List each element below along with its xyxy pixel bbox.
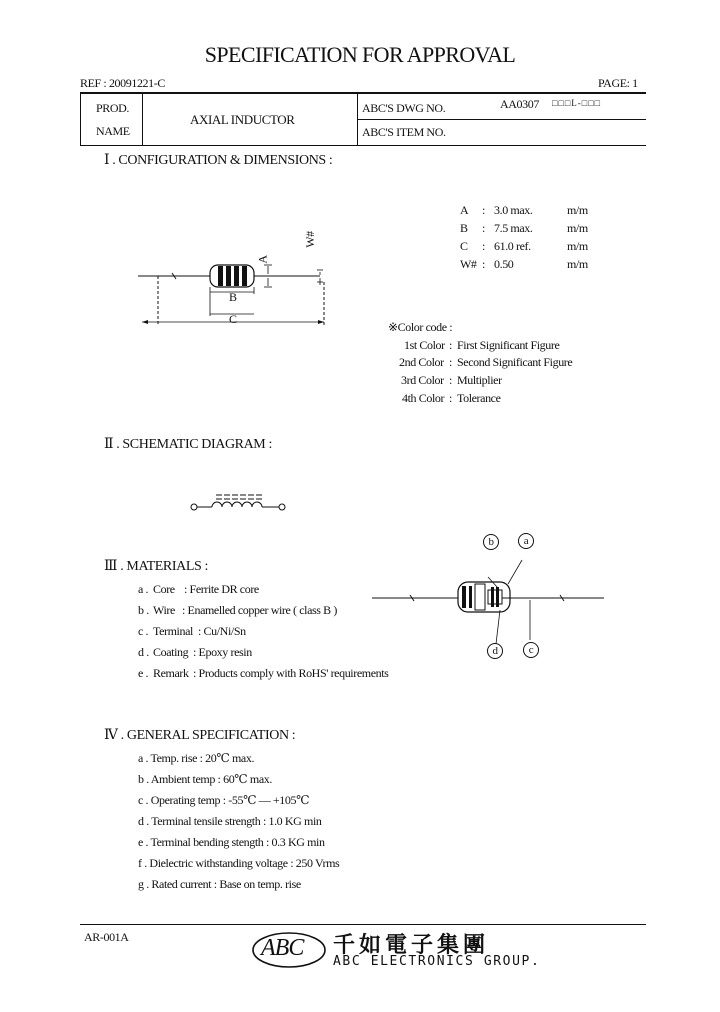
dimension-label-a: A — [255, 255, 270, 264]
spec-item-c: c . Operating temp : -55℃ — +105℃ — [138, 793, 310, 807]
material-value-c: : Cu/Ni/Sn — [198, 624, 246, 638]
callout-c: c — [523, 642, 539, 658]
dimension-label-b: B — [229, 290, 237, 304]
dim-unit-c: m/m — [567, 239, 588, 253]
table-left-border — [80, 92, 81, 146]
dim-key-c: C — [460, 239, 468, 253]
table-col-divider-1 — [142, 92, 143, 146]
color-code-label-1: 1st Color — [404, 338, 445, 352]
material-letter-e: e . — [138, 666, 149, 680]
item-no-label: ABC'S ITEM NO. — [362, 125, 446, 139]
callout-d: d — [487, 643, 503, 659]
section-4-heading: Ⅳ . GENERAL SPECIFICATION : — [104, 728, 296, 743]
color-code-desc-3: Multiplier — [457, 373, 502, 387]
dimension-label-w: W# — [302, 231, 317, 248]
dim-key-a: A — [460, 203, 469, 217]
material-label-e: Remark — [153, 666, 189, 680]
material-label-a: Core — [153, 582, 175, 596]
table-top-border — [80, 92, 646, 94]
schematic-inductor-symbol — [190, 490, 290, 520]
color-code-label-2: 2nd Color — [399, 355, 444, 369]
callout-a: a — [518, 533, 534, 549]
product-name: AXIAL INDUCTOR — [190, 112, 295, 127]
callout-b: b — [483, 534, 499, 550]
dim-unit-b: m/m — [567, 221, 588, 235]
material-letter-a: a . — [138, 582, 149, 596]
spec-item-g: g . Rated current : Base on temp. rise — [138, 877, 301, 891]
page-number: PAGE: 1 — [598, 76, 638, 90]
spec-item-a: a . Temp. rise : 20℃ max. — [138, 751, 255, 765]
dwg-no-value: AA0307 — [500, 97, 539, 111]
spec-item-e: e . Terminal bending stength : 0.3 KG min — [138, 835, 325, 849]
company-name-chinese: 千如電子集團 — [333, 933, 490, 958]
material-label-b: Wire — [153, 603, 175, 617]
spec-item-d: d . Terminal tensile strength : 1.0 KG min — [138, 814, 322, 828]
dim-value-w: 0.50 — [494, 257, 514, 271]
section-3-heading: Ⅲ . MATERIALS : — [104, 559, 208, 574]
prod-label: PROD. — [96, 101, 130, 115]
color-code-colon-4: : — [449, 391, 452, 405]
material-letter-b: b . — [138, 603, 149, 617]
dim-key-b: B — [460, 221, 468, 235]
form-code: AR-001A — [84, 930, 129, 944]
company-name-english: ABC ELECTRONICS GROUP. — [333, 954, 541, 969]
color-code-desc-4: Tolerance — [457, 391, 501, 405]
dim-value-c: 61.0 ref. — [494, 239, 531, 253]
dim-sep-a: : — [482, 203, 485, 217]
dim-unit-w: m/m — [567, 257, 588, 271]
material-letter-c: c . — [138, 624, 149, 638]
company-logo-text: ABC — [261, 935, 304, 961]
color-code-desc-2: Second Significant Figure — [457, 355, 573, 369]
color-code-label-3: 3rd Color — [401, 373, 444, 387]
color-code-desc-1: First Significant Figure — [457, 338, 560, 352]
material-value-d: : Epoxy resin — [193, 645, 252, 659]
dwg-no-label: ABC'S DWG NO. — [362, 101, 446, 115]
color-code-colon-2: : — [449, 355, 452, 369]
table-row-divider — [357, 119, 646, 120]
material-value-a: : Ferrite DR core — [184, 582, 259, 596]
dim-value-b: 7.5 max. — [494, 221, 533, 235]
dim-unit-a: m/m — [567, 203, 588, 217]
color-code-label-4: 4th Color — [402, 391, 445, 405]
name-label: NAME — [96, 124, 130, 138]
inductor-cross-section-drawing — [370, 560, 610, 650]
dim-sep-c: : — [482, 239, 485, 253]
material-label-c: Terminal — [153, 624, 193, 638]
spec-item-b: b . Ambient temp : 60℃ max. — [138, 772, 272, 786]
material-value-b: : Enamelled copper wire ( class B ) — [182, 603, 337, 617]
table-bottom-border — [80, 145, 646, 146]
material-letter-d: d . — [138, 645, 149, 659]
dimension-label-c: C — [229, 312, 237, 326]
dim-sep-b: : — [482, 221, 485, 235]
material-value-e: : Products comply with RoHS' requirements — [193, 666, 389, 680]
dim-value-a: 3.0 max. — [494, 203, 533, 217]
spec-item-f: f . Dielectric withstanding voltage : 250 Vrms — [138, 856, 340, 870]
material-label-d: Coating — [153, 645, 189, 659]
reference-number: REF : 20091221-C — [80, 76, 165, 90]
color-code-colon-3: : — [449, 373, 452, 387]
color-code-colon-1: : — [449, 338, 452, 352]
color-code-title: ※Color code : — [388, 320, 453, 334]
dim-sep-w: : — [482, 257, 485, 271]
document-title: SPECIFICATION FOR APPROVAL — [204, 42, 516, 67]
footer-divider — [80, 924, 646, 925]
dim-key-w: W# — [460, 257, 477, 271]
section-1-heading: Ⅰ . CONFIGURATION & DIMENSIONS : — [104, 153, 333, 168]
dwg-no-suffix: □□□L-□□□ — [552, 98, 602, 108]
section-2-heading: Ⅱ . SCHEMATIC DIAGRAM : — [104, 437, 272, 452]
